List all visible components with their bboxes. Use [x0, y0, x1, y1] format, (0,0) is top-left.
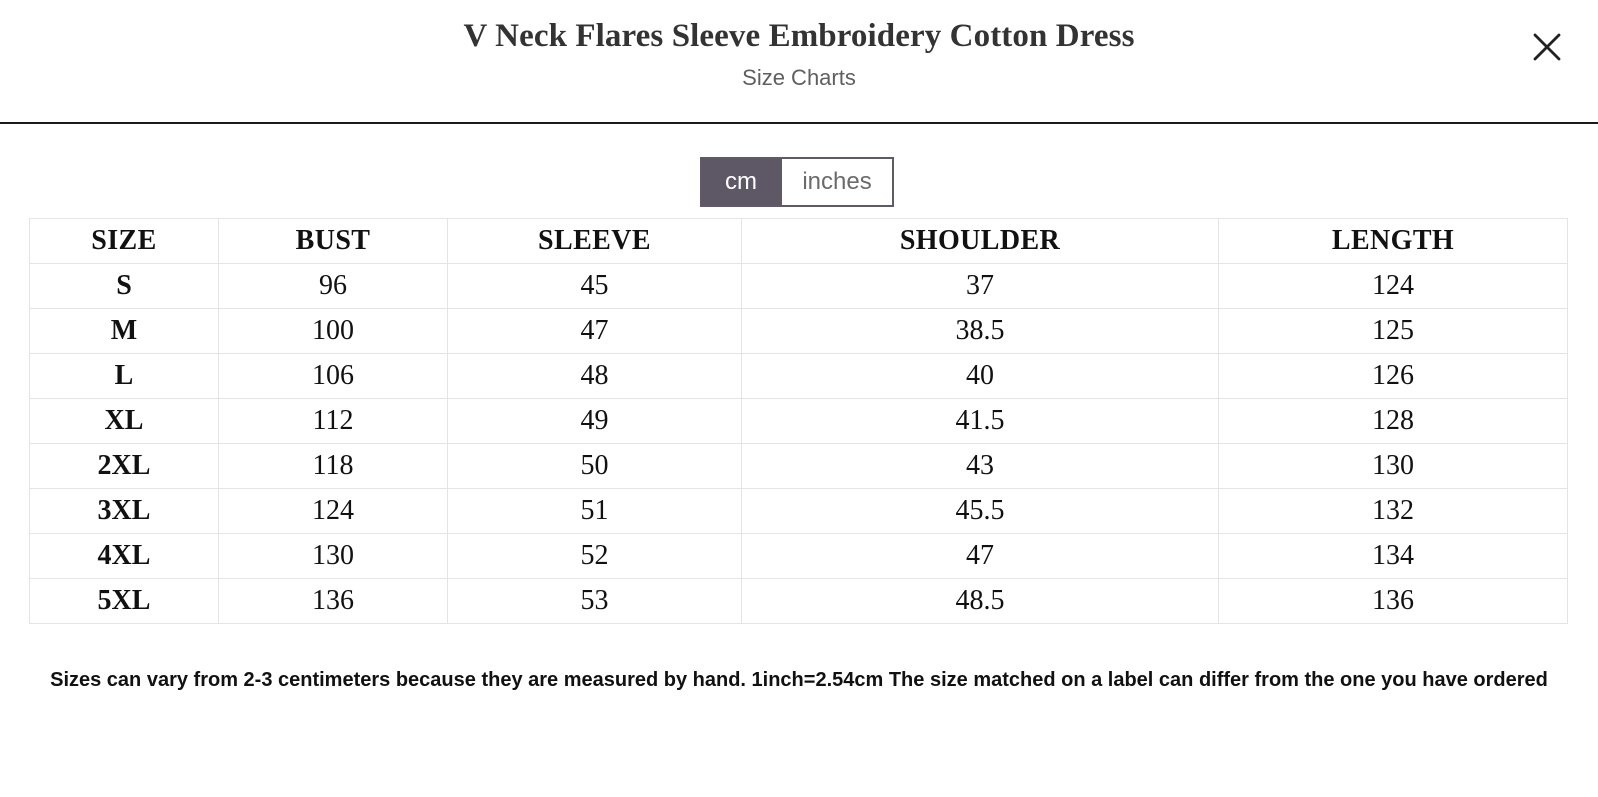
sleeve-cell: 53 [448, 579, 742, 624]
column-header-shoulder: SHOULDER [742, 219, 1219, 264]
table-row [30, 354, 1568, 399]
close-button[interactable] [1530, 30, 1564, 64]
product-title: V Neck Flares Sleeve Embroidery Cotton Dress [463, 18, 1135, 54]
length-cell: 124 [1219, 264, 1568, 309]
size-cell: 5XL [30, 579, 219, 624]
shoulder-cell: 47 [742, 534, 1219, 579]
column-header-sleeve: SLEEVE [448, 219, 742, 264]
bust-cell: 106 [219, 354, 448, 399]
length-cell: 125 [1219, 309, 1568, 354]
bust-cell: 112 [219, 399, 448, 444]
column-header-bust: BUST [219, 219, 448, 264]
shoulder-cell: 41.5 [742, 399, 1219, 444]
bust-cell: 100 [219, 309, 448, 354]
shoulder-cell: 45.5 [742, 489, 1219, 534]
unit-inches-button[interactable]: inches [780, 159, 892, 205]
size-charts-subtitle: Size Charts [742, 65, 856, 90]
sleeve-cell: 49 [448, 399, 742, 444]
size-cell: 2XL [30, 444, 219, 489]
bust-cell: 96 [219, 264, 448, 309]
table-row [30, 264, 1568, 309]
length-cell: 128 [1219, 399, 1568, 444]
unit-toggle [700, 157, 894, 207]
bust-cell: 124 [219, 489, 448, 534]
sleeve-cell: 51 [448, 489, 742, 534]
length-cell: 134 [1219, 534, 1568, 579]
shoulder-cell: 37 [742, 264, 1219, 309]
length-cell: 136 [1219, 579, 1568, 624]
table-row [30, 579, 1568, 624]
table-row [30, 399, 1568, 444]
bust-cell: 118 [219, 444, 448, 489]
size-chart-header [0, 0, 1598, 124]
table-row [30, 309, 1568, 354]
sleeve-cell: 47 [448, 309, 742, 354]
sleeve-cell: 50 [448, 444, 742, 489]
table-row [30, 534, 1568, 579]
sleeve-cell: 45 [448, 264, 742, 309]
size-chart-table [29, 218, 1568, 624]
column-header-length: LENGTH [1219, 219, 1568, 264]
bust-cell: 130 [219, 534, 448, 579]
shoulder-cell: 43 [742, 444, 1219, 489]
size-cell: S [30, 264, 219, 309]
shoulder-cell: 40 [742, 354, 1219, 399]
size-cell: M [30, 309, 219, 354]
column-header-size: SIZE [30, 219, 219, 264]
table-row [30, 489, 1568, 534]
size-cell: 3XL [30, 489, 219, 534]
length-cell: 130 [1219, 444, 1568, 489]
table-row [30, 444, 1568, 489]
length-cell: 132 [1219, 489, 1568, 534]
sleeve-cell: 52 [448, 534, 742, 579]
table-header-row [30, 219, 1568, 264]
size-cell: 4XL [30, 534, 219, 579]
length-cell: 126 [1219, 354, 1568, 399]
close-icon [1530, 30, 1564, 64]
shoulder-cell: 38.5 [742, 309, 1219, 354]
bust-cell: 136 [219, 579, 448, 624]
measurement-note: Sizes can vary from 2-3 centimeters because they are measured by hand. 1inch=2.54cm The size matched on a label can differ from the one you have ordered [50, 669, 1548, 691]
size-cell: L [30, 354, 219, 399]
size-cell: XL [30, 399, 219, 444]
sleeve-cell: 48 [448, 354, 742, 399]
unit-cm-button[interactable]: cm [702, 159, 780, 205]
shoulder-cell: 48.5 [742, 579, 1219, 624]
